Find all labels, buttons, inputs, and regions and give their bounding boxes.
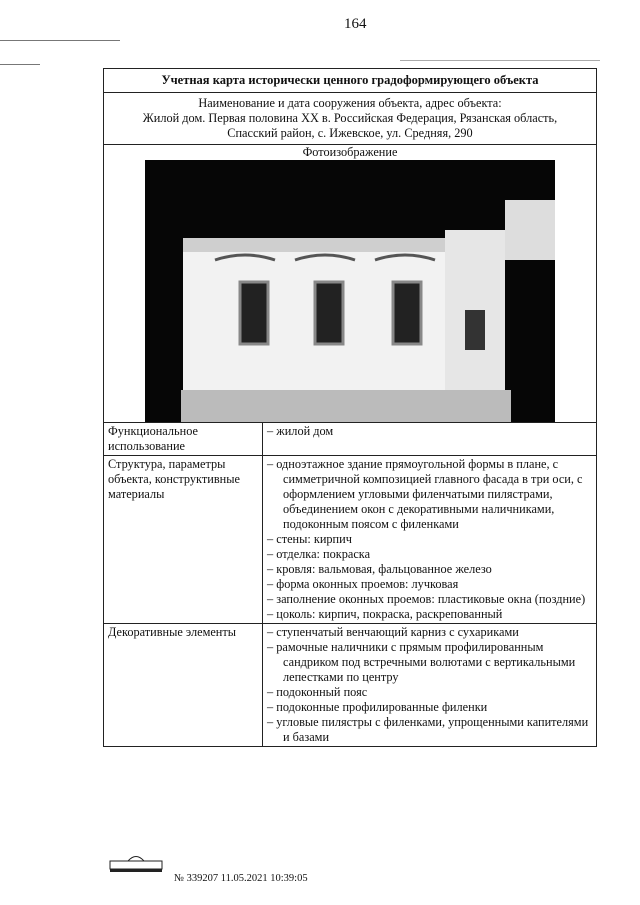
name-value-line-2: Спасский район, с. Ижевское, ул. Средняя, 290 [227,126,473,140]
row-label: Декоративные элементы [104,624,263,747]
row-label: Функциональное использование [104,423,263,456]
row-item: – одноэтажное здание прямоугольной формы в плане, с симметричной композицией главного фасада в три оси, с оформлением угловыми филенчатыми пилястрами, объединением окон с декоративными наличниками, подоконным поясом с филенками [267,457,592,532]
row-item: – угловые пилястры с филенками, упрощенными капителями и базами [267,715,592,745]
scan-artifact [0,64,40,65]
row-structure [104,456,597,624]
page-number: 164 [344,16,367,32]
scan-artifact [400,60,600,61]
scan-artifact [0,40,120,41]
registry-logo-icon [108,853,164,873]
row-label: Структура, параметры объекта, конструктивные материалы [104,456,263,624]
row-item: – заполнение оконных проемов: пластиковые окна (поздние) [267,592,592,607]
row-item: – жилой дом [267,424,592,439]
row-function [104,423,597,456]
row-item: – форма оконных проемов: лучковая [267,577,592,592]
row-item: – подоконный пояс [267,685,592,700]
row-item: – цоколь: кирпич, покраска, раскрепованный [267,607,592,622]
row-item: – подоконные профилированные филенки [267,700,592,715]
row-item: – отделка: покраска [267,547,592,562]
photo-label: Фотоизображение [302,145,398,159]
building-photo [145,160,555,422]
row-decorative [104,624,597,747]
card-title: Учетная карта исторически ценного градоформирующего объекта [104,69,597,93]
record-card-table [103,68,597,747]
row-item: – рамочные наличники с прямым профилированным сандриком под встречными волютами с вертикальными лепестками по центру [267,640,592,685]
row-item: – кровля: вальмовая, фальцованное железо [267,562,592,577]
row-item: – ступенчатый венчающий карниз с сухариками [267,625,592,640]
name-label: Наименование и дата сооружения объекта, адрес объекта: [198,96,502,110]
document-stamp: № 339207 11.05.2021 10:39:05 [174,873,308,884]
row-item: – стены: кирпич [267,532,592,547]
name-value-line-1: Жилой дом. Первая половина XX в. Российская Федерация, Рязанская область, [142,111,558,125]
